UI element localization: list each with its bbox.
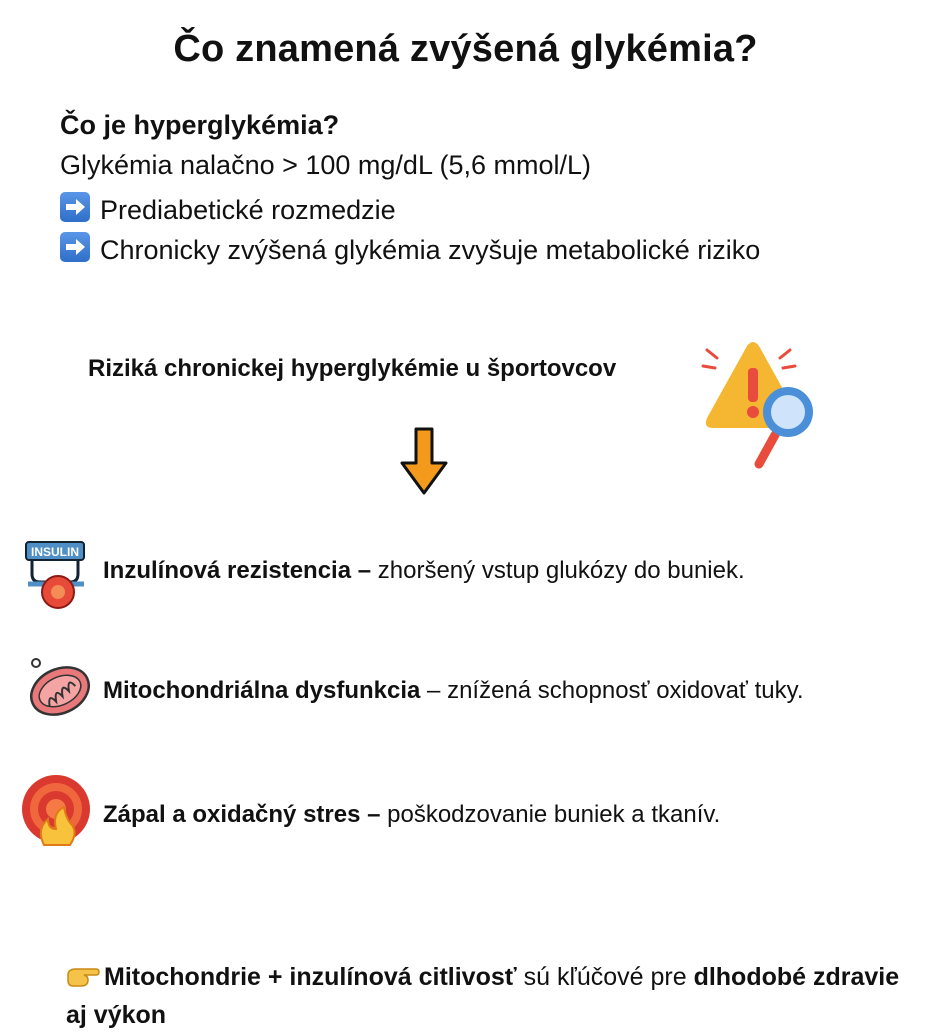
pointing-hand-icon <box>66 965 100 987</box>
risk-term: Mitochondriálna dysfunkcia <box>103 677 421 704</box>
footer-note <box>66 958 926 1034</box>
down-arrow-icon <box>396 425 452 497</box>
warning-magnifier-icon <box>695 340 825 475</box>
fasting-glucose-line: Glykémia nalačno > 100 mg/dL (5,6 mmol/L) <box>60 150 591 180</box>
section-heading: Čo je hyperglykémia? <box>60 110 340 140</box>
page-title: Čo znamená zvýšená glykémia? <box>173 28 758 70</box>
risk-term: Inzulínová rezistencia – <box>103 557 372 584</box>
risk-item <box>103 801 720 829</box>
footer-bold-2: dlhodobé zdravie aj výkon <box>66 963 900 1029</box>
bullet-item <box>60 232 760 266</box>
footer-bold-1: Mitochondrie + inzulínová citlivosť <box>104 963 517 991</box>
insulin-receptor-icon <box>24 540 92 612</box>
insulin-label: INSULIN <box>31 545 79 559</box>
bullet-text: Chronicky zvýšená glykémia zvyšuje metabolické riziko <box>100 235 761 265</box>
risk-description: – znížená schopnosť oxidovať tuky. <box>420 677 804 704</box>
mitochondria-icon <box>22 655 92 721</box>
right-arrow-icon <box>60 232 90 262</box>
risk-item <box>103 677 804 705</box>
risk-description: poškodzovanie buniek a tkanív. <box>380 801 721 828</box>
risk-description: zhoršený vstup glukózy do buniek. <box>371 557 745 584</box>
inflammation-icon <box>20 775 92 847</box>
risk-term: Zápal a oxidačný stres – <box>103 801 381 828</box>
risks-heading: Riziká chronickej hyperglykémie u športovcov <box>88 355 617 382</box>
right-arrow-icon <box>60 192 90 222</box>
bullet-text: Prediabetické rozmedzie <box>100 195 396 225</box>
footer-text: sú kľúčové pre <box>516 963 694 991</box>
risk-item <box>103 557 745 585</box>
bullet-item <box>60 192 396 226</box>
